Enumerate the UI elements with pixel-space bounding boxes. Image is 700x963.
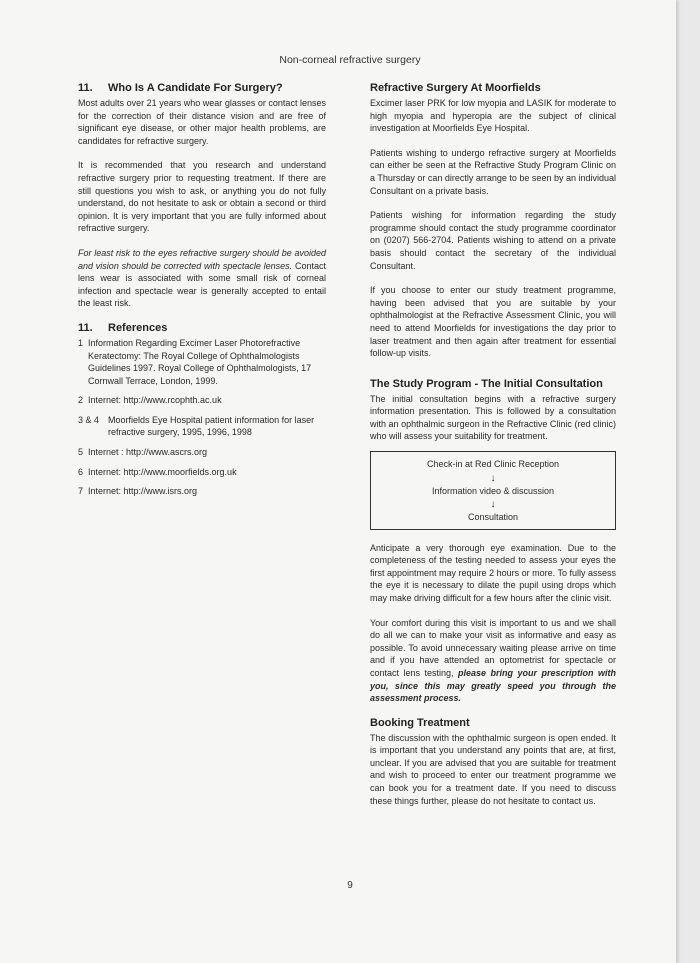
reference-number: 6 <box>78 466 84 477</box>
reference-text: Information Regarding Excimer Laser Photorefractive Keratectomy: The Royal College of Ophthalmologists Guidelines 1997. Royal College of Ophthalmologists, 17 Cornwall Terrace, London, 1999. <box>88 337 312 386</box>
reference-item <box>78 337 326 387</box>
risk-statement: For least risk to the eyes refractive surgery should be avoided and vision should be corrected with spectacle lenses. <box>78 247 326 271</box>
booking-paragraph: The discussion with the ophthalmic surgeon is open ended. It is important that you understand any points that are, at first, unclear. If you are advised that you are suitable for treatment and wish to proceed to enter our treatment programme we can book you for a treatment date. If you need to discuss these things further, please do not hesitate to contact us. <box>370 732 616 806</box>
candidate-paragraph-1: Most adults over 21 years who wear glasses or contact lenses for the correction of their distance vision and are free of significant eye disease, or other major health problems, are candidates for refractive surgery. <box>78 98 326 146</box>
candidate-paragraph-2: It is recommended that you research and understand refractive surgery prior to requesting treatment. If there are still questions you wish to ask, or anything you do not fully understand, do not hesitate to ask or obtain a second or third opinion. It is very important that you are fully informed about refractive surgery. <box>78 160 326 234</box>
study-paragraph-2: Anticipate a very thorough eye examination. Due to the completeness of the testing needed to assess your eyes the first appointment may require 2 hours or more. To fully assess the eye it is necessary to dilate the pupil using drops which may make driving difficult for a few hours after the clinic visit. <box>370 542 616 603</box>
study-paragraph-3 <box>370 617 616 705</box>
booking-heading: Booking Treatment <box>370 716 470 729</box>
moorfields-paragraph-2: Patients wishing to undergo refractive surgery at Moorfields can either be seen at the Refractive Study Program Clinic on a Thursday or can directly arrange to be seen by an individual Consultant on a private basis. <box>370 147 616 196</box>
prescription-emphasis: please bring your prescription with you, since this may greatly speed you through the assessment process. <box>370 667 616 704</box>
section-title: Who Is A Candidate For Surgery? <box>108 82 283 94</box>
flow-step: Check-in at Red Clinic Reception <box>426 459 560 470</box>
reference-text: Internet: http://www.moorfields.org.uk <box>88 466 237 477</box>
arrow-down-icon: ↓ <box>490 499 496 511</box>
section-title: References <box>108 321 168 334</box>
reference-number: 5 <box>78 447 84 458</box>
study-heading: The Study Program - The Initial Consultation <box>370 377 603 390</box>
section-number: 11. <box>78 82 93 94</box>
moorfields-paragraph-3: Patients wishing for information regarding the study programme should contact the study programme coordinator on (0207) 566-2704. Patients wishing to attend on a private basis should contact the secretary of the individual Consultant. <box>370 210 616 271</box>
flow-step: Consultation <box>467 512 519 523</box>
reference-number: 7 <box>78 486 84 497</box>
flow-step: Information video & discussion <box>431 485 555 496</box>
page-number: 9 <box>347 880 353 891</box>
consultation-flow-box <box>370 451 616 530</box>
reference-item <box>78 414 326 439</box>
study-paragraph-1: The initial consultation begins with a refractive surgery information presentation. This is followed by a consultation with an ophthalmic surgeon in the Refractive Clinic (red clinic) who will assess your suitability for treatment. <box>370 393 616 442</box>
references-heading <box>78 322 326 335</box>
moorfields-paragraph-4: If you choose to enter our study treatment programme, having been advised that you are suitable by your ophthalmologist at the Refractive Assessment Clinic, you will need to attend Moorfields for investigations the day prior to laser treatment and then again after treatment for essential follow-up visits. <box>370 285 616 359</box>
reference-text: Internet: http://www.rcophth.ac.uk <box>88 395 222 406</box>
candidate-heading <box>78 82 326 95</box>
moorfields-heading: Refractive Surgery At Moorfields <box>370 82 541 94</box>
candidate-paragraph-3 <box>78 247 326 310</box>
reference-item <box>78 394 326 407</box>
reference-number: 3 & 4 <box>78 414 100 425</box>
references-list <box>78 337 326 498</box>
reference-number: 2 <box>78 395 84 406</box>
running-header: Non-corneal refractive surgery <box>279 54 421 66</box>
reference-item <box>78 446 326 459</box>
reference-text: Internet: http://www.isrs.org <box>88 486 198 497</box>
section-number: 11. <box>78 321 93 334</box>
reference-text: Internet : http://www.ascrs.org <box>88 447 208 458</box>
reference-text: Moorfields Eye Hospital patient information for laser refractive surgery, 1995, 1996, 1998 <box>108 414 315 438</box>
arrow-down-icon: ↓ <box>490 472 496 484</box>
left-column <box>78 82 326 505</box>
reference-number: 1 <box>78 337 84 348</box>
moorfields-paragraph-1: Excimer laser PRK for low myopia and LASIK for moderate to high myopia and hyperopia are the subject of clinical investigation at Moorfields Eye Hospital. <box>370 98 616 134</box>
reference-item <box>78 466 326 479</box>
right-column <box>370 82 616 819</box>
reference-item <box>78 485 326 498</box>
comfort-text: Your comfort during this visit is important to us and we shall do all we can to make your visit as informative and easy as possible. To avoid unnecessary waiting please arrive on time and if you have attended an optometrist for spectacle or contact lens testing, <box>370 617 616 678</box>
risk-statement-rest: Contact lens wear is associated with some small risk of corneal infection and spectacle wear is generally accepted to entail the least risk. <box>78 260 326 309</box>
